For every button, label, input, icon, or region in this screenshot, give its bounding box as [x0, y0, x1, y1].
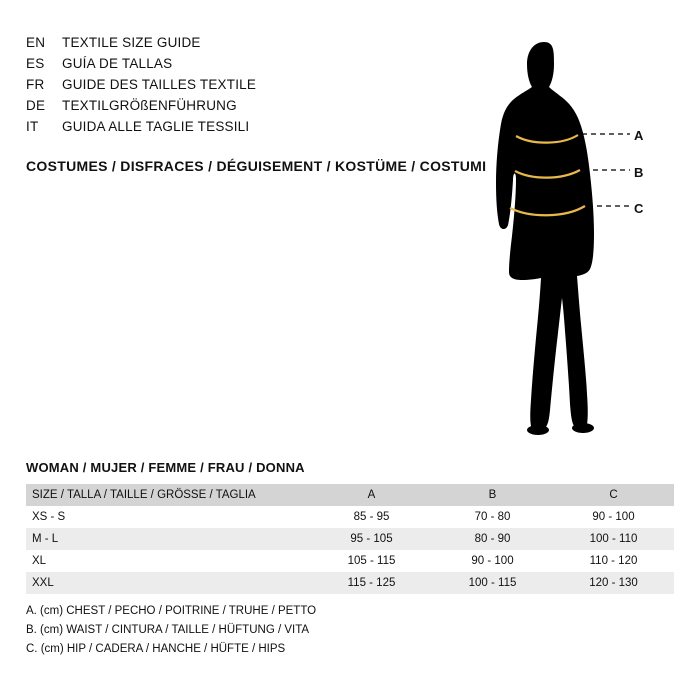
cell-b: 70 - 80	[432, 506, 553, 528]
language-code-it: IT	[26, 119, 39, 134]
cell-c: 120 - 130	[553, 572, 674, 594]
language-text-es: GUÍA DE TALLAS	[62, 56, 173, 71]
language-code-de: DE	[26, 98, 46, 113]
header-c: C	[553, 484, 674, 506]
figure-diagram	[470, 28, 670, 438]
language-row-fr	[26, 74, 446, 95]
cell-c: 90 - 100	[553, 506, 674, 528]
cell-a: 115 - 125	[311, 572, 432, 594]
measure-label-b: B	[634, 165, 644, 180]
cell-c: 110 - 120	[553, 550, 674, 572]
language-row-de	[26, 95, 446, 116]
note-a: A. (cm) CHEST / PECHO / POITRINE / TRUHE / PETTO	[26, 605, 317, 617]
note-b: B. (cm) WAIST / CINTURA / TAILLE / HÜFTUNG / VITA	[26, 624, 310, 636]
cell-size: M - L	[26, 528, 311, 550]
size-table	[26, 484, 674, 594]
language-code-fr: FR	[26, 77, 45, 92]
cell-a: 85 - 95	[311, 506, 432, 528]
language-row-en	[26, 32, 446, 53]
language-text-fr: GUIDE DES TAILLES TEXTILE	[62, 77, 257, 92]
cell-c: 100 - 110	[553, 528, 674, 550]
female-silhouette-icon	[470, 28, 670, 438]
language-text-en: TEXTILE SIZE GUIDE	[62, 35, 201, 50]
language-code-es: ES	[26, 56, 45, 71]
measurement-notes	[26, 602, 316, 659]
cell-b: 90 - 100	[432, 550, 553, 572]
note-c: C. (cm) HIP / CADERA / HANCHE / HÜFTE / HIPS	[26, 643, 286, 655]
table-row	[26, 528, 674, 550]
header-size: SIZE / TALLA / TAILLE / GRÖSSE / TAGLIA	[26, 484, 311, 506]
size-table-body	[26, 506, 674, 594]
cell-size: XS - S	[26, 506, 311, 528]
table-row	[26, 506, 674, 528]
cell-size: XL	[26, 550, 311, 572]
language-code-en: EN	[26, 35, 46, 50]
size-table-header	[26, 484, 674, 506]
language-row-es	[26, 53, 446, 74]
language-row-it	[26, 116, 446, 137]
cell-b: 80 - 90	[432, 528, 553, 550]
language-text-it: GUIDA ALLE TAGLIE TESSILI	[62, 119, 250, 134]
table-header-row	[26, 484, 674, 506]
cell-b: 100 - 115	[432, 572, 553, 594]
language-list	[26, 32, 446, 137]
cell-size: XXL	[26, 572, 311, 594]
measure-label-a: A	[634, 128, 644, 143]
cell-a: 105 - 115	[311, 550, 432, 572]
costumes-heading: COSTUMES / DISFRACES / DÉGUISEMENT / KOSTÜME / COSTUMI	[26, 158, 487, 174]
header-b: B	[432, 484, 553, 506]
table-row	[26, 572, 674, 594]
table-section-title: WOMAN / MUJER / FEMME / FRAU / DONNA	[26, 460, 305, 475]
language-text-de: TEXTILGRÖßENFÜHRUNG	[62, 98, 237, 113]
cell-a: 95 - 105	[311, 528, 432, 550]
table-row	[26, 550, 674, 572]
header-a: A	[311, 484, 432, 506]
measure-label-c: C	[634, 201, 644, 216]
